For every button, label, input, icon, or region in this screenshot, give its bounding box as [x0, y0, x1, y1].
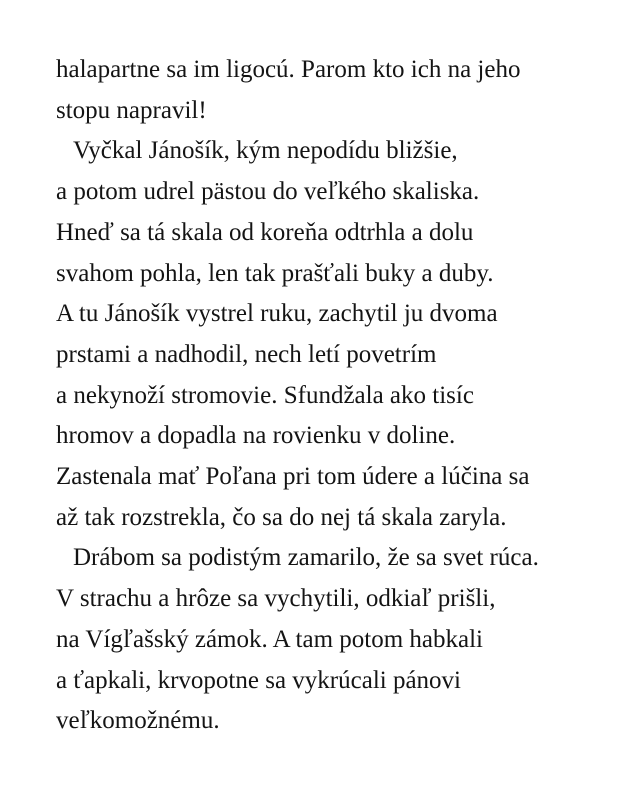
text-line: svahom pohla, len tak prašťali buky a duby. [56, 259, 494, 287]
text-line: A tu Jánošík vystrel ruku, zachytil ju dvoma [56, 300, 498, 328]
text-line: a potom udrel pästou do veľkého skaliska. [56, 178, 480, 206]
text-line: stopu napravil! [56, 96, 207, 124]
text-line: Hneď sa tá skala od koreňa odtrhla a dolu [56, 218, 474, 246]
text-line: a ťapkali, krvopotne sa vykrúcali pánovi [56, 666, 462, 694]
text-line: Zastenala mať Poľana pri tom údere a lúčina sa [56, 463, 530, 491]
text-line: prstami a nadhodil, nech letí povetrím [56, 340, 437, 368]
text-line: až tak rozstrekla, čo sa do nej tá skala zaryla. [56, 503, 507, 531]
text-line: V strachu a hrôze sa vychytili, odkiaľ prišli, [56, 585, 496, 613]
story-text [56, 50, 616, 742]
text-line: a nekynoží stromovie. Sfundžala ako tisíc [56, 381, 474, 409]
paragraph-start-line: Drábom sa podistým zamarilo, že sa svet rúca. [73, 544, 539, 572]
text-line: hromov a dopadla na rovienku v doline. [56, 422, 456, 450]
paragraph-start-line: Vyčkal Jánošík, kým nepodídu bližšie, [73, 137, 458, 165]
text-line: veľkomožnému. [56, 707, 220, 735]
text-line: halapartne sa im ligocú. Parom kto ich na jeho [56, 56, 521, 83]
text-line: na Vígľašský zámok. A tam potom habkali [56, 625, 484, 653]
